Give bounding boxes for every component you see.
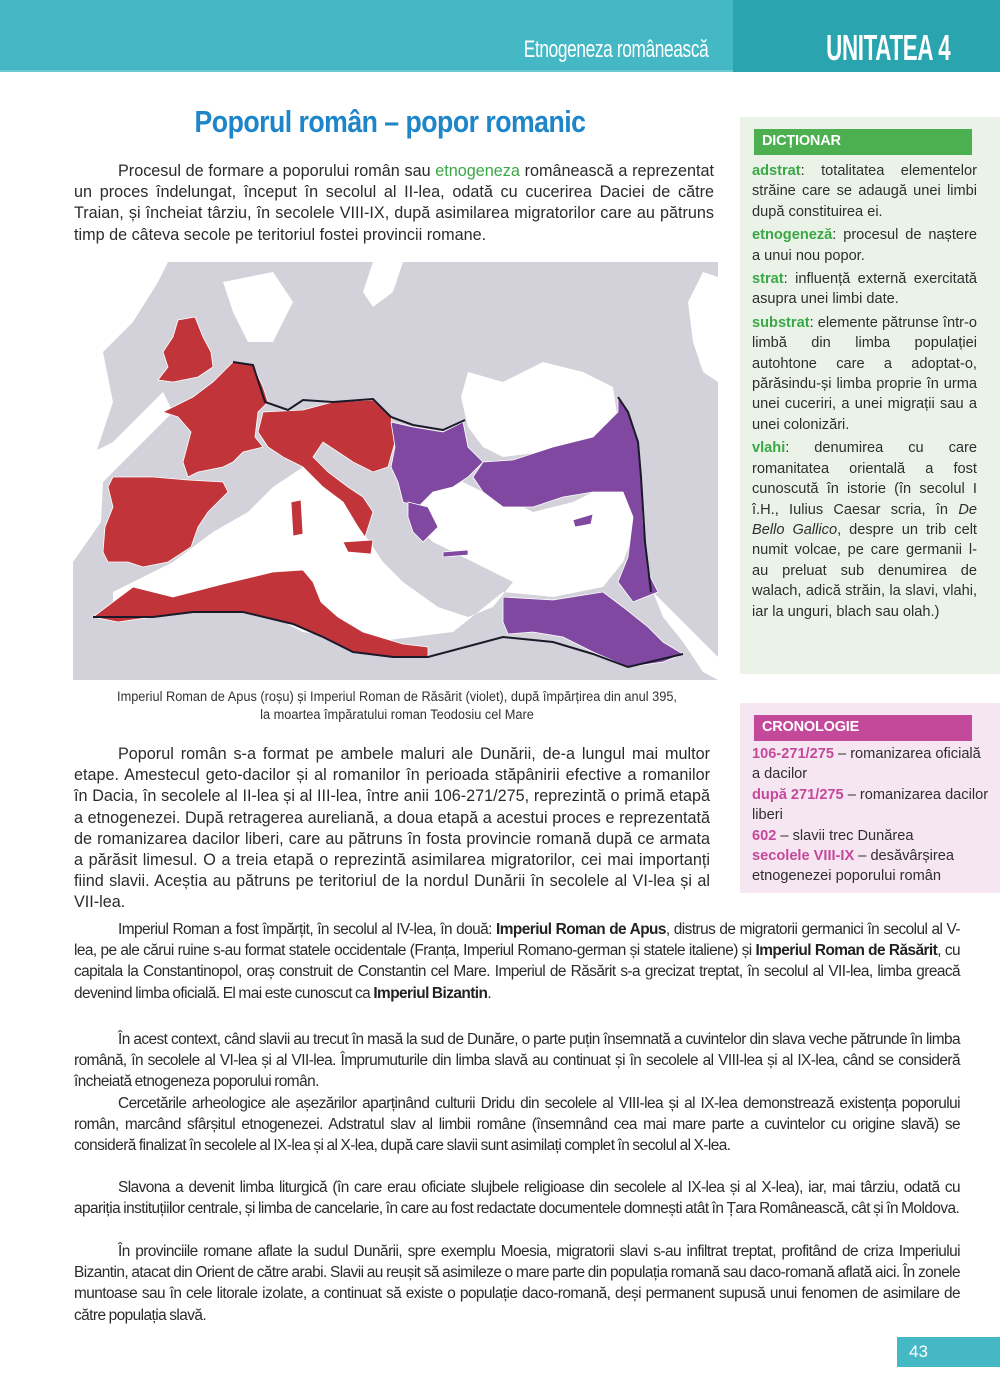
caspian-sea [688, 272, 718, 382]
body-paragraph-slavic-loans [74, 1029, 960, 1093]
baltic-sea [363, 262, 403, 307]
unit-box [733, 0, 1000, 72]
entry-term: substrat [752, 314, 810, 331]
body-paragraph-empire-split [74, 919, 960, 1004]
dictionary-entry [752, 269, 977, 310]
red-sea [653, 592, 718, 680]
chronology-text: – romanizarea dacilor liberi [752, 786, 989, 824]
entry-term: etnogeneză [752, 227, 833, 244]
paragraph-text: Cercetările arheologice ale așezărilor aparținând culturii Dridu din secolele al VIII-lea și al IX-lea demonstrează existența poporului român, marcând sfârșitul etnogenezei. Adstratul slav al limbii române (însemnând cea mai mare parte a cuvintelor cu origine slavă) se consideră finalizat în secolele al IX-lea și al X-lea, după care slavii sunt asimilați complet în secolul al X-lea. [74, 1095, 960, 1155]
dictionary-entry [752, 438, 977, 622]
chronology-date: după 271/275 [752, 786, 844, 803]
chronology-heading: CRONOLOGIE [754, 715, 972, 741]
chronology-date: 602 [752, 827, 777, 844]
paragraph-text: Slavona a devenit limba liturgică (în care erau oficiate slujbele religioase din secolele al IX-lea și al X-lea), iar, mai târziu, odată cu apariția instituțiilor centrale, și limba de cancelarie, în care au fost redactate documentele domnești atât în Țara Românească, cât și în Moldova. [74, 1179, 960, 1218]
britannia [158, 317, 213, 382]
entry-definition: : denumirea cu care romanitatea orientală a fost cunoscută în istorie (în secolul I î.H., Iulius Caesar scria, în [752, 440, 977, 518]
intro-paragraph [74, 161, 714, 246]
chronology-date: 106-271/275 [752, 746, 834, 762]
chronology-item [752, 744, 992, 785]
body-paragraph-slavonic [74, 1177, 960, 1219]
chronology-text: – romanizarea oficială a dacilor [752, 746, 981, 783]
entry-term: adstrat [752, 163, 801, 179]
chronology-box [740, 703, 1000, 893]
entry-definition-cont: , despre un trib celt numit volcae, pe care germanii l-au preluat sub denumirea de walach, adică străin, la slavi, vlahi, iar la unguri, blach sau olah.) [752, 521, 977, 620]
chronology-date: secolele VIII-IX [752, 848, 855, 865]
chronology-text: – desăvârșirea etnogenezei poporului român [752, 848, 954, 885]
body-paragraph-dridu [74, 1093, 960, 1157]
chronology-text: – slavii trec Dunărea [776, 827, 914, 844]
sardinia [291, 500, 303, 536]
term-western-empire: Imperiul Roman de Apus [496, 921, 666, 938]
roman-empire-map [73, 262, 718, 680]
entry-term: vlahi [752, 440, 786, 457]
caption-line-1: Imperiul Roman de Apus (roșu) și Imperiul Roman de Răsărit (violet), după împărțirea din anul 395, [117, 689, 677, 705]
page-title: Poporul român – popor romanic [194, 104, 586, 139]
page-header [0, 0, 1000, 72]
entry-definition: : totalitatea elementelor străine care se adaugă unei limbi după constituirea ei. [752, 163, 977, 220]
paragraph-text: , distrus de migratorii germanici în secolul al V-lea, pe ale cărui ruine s-au format statele occidentale (Franța, Imperiul Romano-german și statele italiene) și [74, 921, 960, 960]
north-sea [223, 272, 293, 342]
paragraph-text: Poporul român s-a format pe ambele maluri ale Dunării, de-a lungul mai multor etape. Amestecul geto-dacilor și al romanilor în perioada stăpânirii efective a romanilor în Dacia, în secolele al II-lea și al III-lea, între anii 106-271/275, reprezintă o primă etapă a etnogenezei. După retragerea aureliană, a doua etapă a acestui proces e reprezentată de romanizarea dacilor liberi, care au pătruns în fosta provincie romană după ce armata a părăsit limesul. O a treia etapă o reprezintă asimilarea migratorilor, cei mai importanți fiind slavii. Aceștia au pătruns pe teritoriul de la nordul Dunării în secolele al VI-lea și al VII-lea. [74, 745, 710, 912]
paragraph-text: În acest context, când slavii au trecut în masă la sud de Dunăre, o parte puțin însemnată a cuvintelor din slava veche pătrunde în limba română, în secolele al VI-lea și al VII-lea. Împrumuturile din limba slavă au continuat și în secolele al VIII-lea și al IX-lea, când se consideră încheiată etnogeneza poporului român. [74, 1031, 960, 1091]
entry-definition: : influență externă exercitată asupra unei limbi date. [752, 271, 977, 308]
entry-definition: : elemente pătrunse într-o limbă din limba populației autohtone care a adoptat-o, părăsindu-și limba proprie în urma unei cuceriri, a unei migrații sau a unei colonizări. [752, 314, 977, 433]
paragraph-text: , cu capitala la Constantinopol, oraș construit de Constantin cel Mare. Imperiul de Răsărit s-a grecizat treptat, în secolul al VII-lea, limba greacă devenind limba oficială. El mai este cunoscut ca [74, 942, 960, 1002]
highlight-term-etnogeneza: etnogeneza [435, 162, 520, 180]
chronology-item [752, 826, 992, 846]
body-paragraph-stages [74, 744, 710, 914]
map-caption [105, 688, 690, 724]
chronology-items [752, 744, 992, 887]
intro-text-cont: românească a reprezentat un proces îndelungat, început în secolul al II-lea, odată cu cucerirea Daciei de către Traian, și încheiat târziu, în secolele VIII-IX, după asimilarea migratorilor care au pătruns timp de câteva secole pe teritoriul fostei provincii romane. [74, 162, 714, 244]
caption-line-2: la moartea împăratului roman Teodosiu cel Mare [260, 707, 534, 723]
dictionary-entries [752, 161, 977, 625]
term-eastern-empire: Imperiul Roman de Răsărit [755, 942, 938, 960]
dictionary-box [740, 117, 1000, 674]
term-byzantine-empire: Imperiul Bizantin [373, 984, 488, 1002]
body-paragraph-moesia [74, 1241, 960, 1326]
intro-text: Procesul de formare a poporului român sau [118, 162, 436, 180]
dictionary-entry [752, 161, 977, 222]
map-svg [73, 262, 718, 680]
unit-label: UNITATEA 4 [825, 27, 950, 68]
section-title: Etnogeneza românească [523, 36, 708, 63]
entry-definition: : procesul de naștere a unui nou popor. [752, 227, 977, 264]
egypt [503, 592, 683, 667]
page-number: 43 [897, 1337, 1000, 1367]
paragraph-text: Imperiul Roman a fost împărțit, în secolul al IV-lea, în două: [118, 921, 497, 938]
dictionary-entry [752, 225, 977, 266]
paragraph-text: În provinciile romane aflate la sudul Dunării, spre exemplu Moesia, migratorii slavi s-au infiltrat treptat, profitând de criza Imperiului Bizantin, atacat din Orient de către arabi. Slavii au reușit să asimileze o mare parte din populația romană sau daco-romană aflată aici. În zonele muntoase sau în cele litorale izolate, a continuat să existe o populație daco-romană, deși permanent supusă unui fenomen de asimilare de către populația slavă. [74, 1243, 960, 1324]
dictionary-heading: DICȚIONAR [754, 129, 972, 155]
paragraph-text: . [487, 984, 492, 1002]
dictionary-entry [752, 313, 977, 435]
chronology-item [752, 785, 992, 826]
entry-term: strat [752, 271, 784, 288]
book-title: De Bello Gallico [752, 501, 977, 538]
chronology-item [752, 846, 992, 887]
